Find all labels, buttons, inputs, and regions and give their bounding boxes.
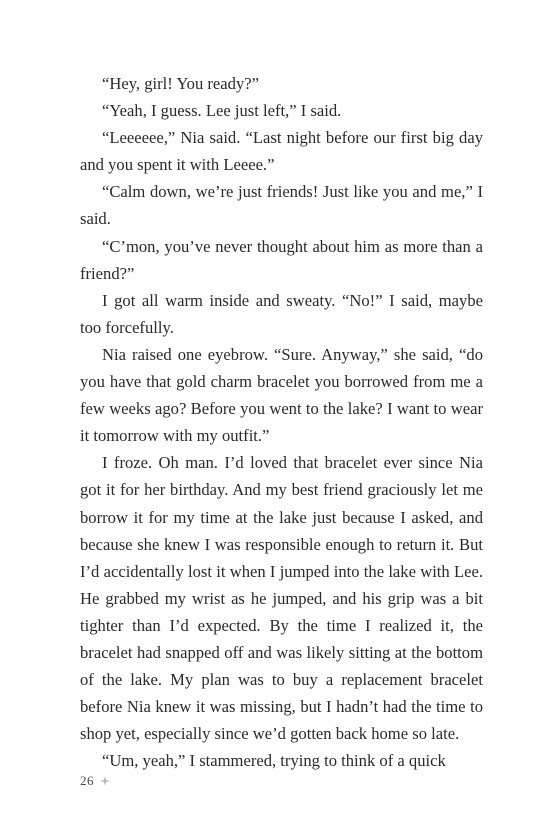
paragraph: “C’mon, you’ve never thought about him as more than a friend?” — [80, 236, 483, 283]
page-footer — [80, 772, 110, 790]
four-point-star-icon — [100, 776, 110, 786]
paragraph: “Calm down, we’re just friends! Just like you and me,” I said. — [80, 182, 483, 229]
paragraph: Nia raised one eyebrow. “Sure. Anyway,” she said, “do you have that gold charm bracelet you borrowed from me a few weeks ago? Before you went to the lake? I want to wear it tomorrow with my outfit.” — [80, 344, 483, 446]
paragraph: “Hey, girl! You ready?” — [102, 74, 259, 93]
paragraph: “Leeeeee,” Nia said. “Last night before our first big day and you spent it with Leeee.” — [80, 128, 483, 175]
paragraph: I got all warm inside and sweaty. “No!” I said, maybe too forcefully. — [80, 290, 483, 337]
page-number: 26 — [80, 773, 94, 788]
paragraph: I froze. Oh man. I’d loved that bracelet ever since Nia got it for her birthday. And my best friend graciously let me borrow it for my time at the lake just because I asked, and because she knew I was responsible enough to return it. But I’d accidentally lost it when I jumped into the lake with Lee. He grabbed my wrist as he jumped, and his grip was a bit tighter than I’d expected. By the time I realized it, the bracelet had snapped off and was likely sitting at the bottom of the lake. My plan was to buy a replacement bracelet before Nia knew it was missing, but I hadn’t had the time to shop yet, especially since we’d gotten back home so late. — [80, 453, 483, 744]
paragraph: “Yeah, I guess. Lee just left,” I said. — [102, 101, 342, 121]
paragraph: “Um, yeah,” I stammered, trying to think of a quick — [102, 751, 446, 771]
body-text — [80, 70, 483, 774]
